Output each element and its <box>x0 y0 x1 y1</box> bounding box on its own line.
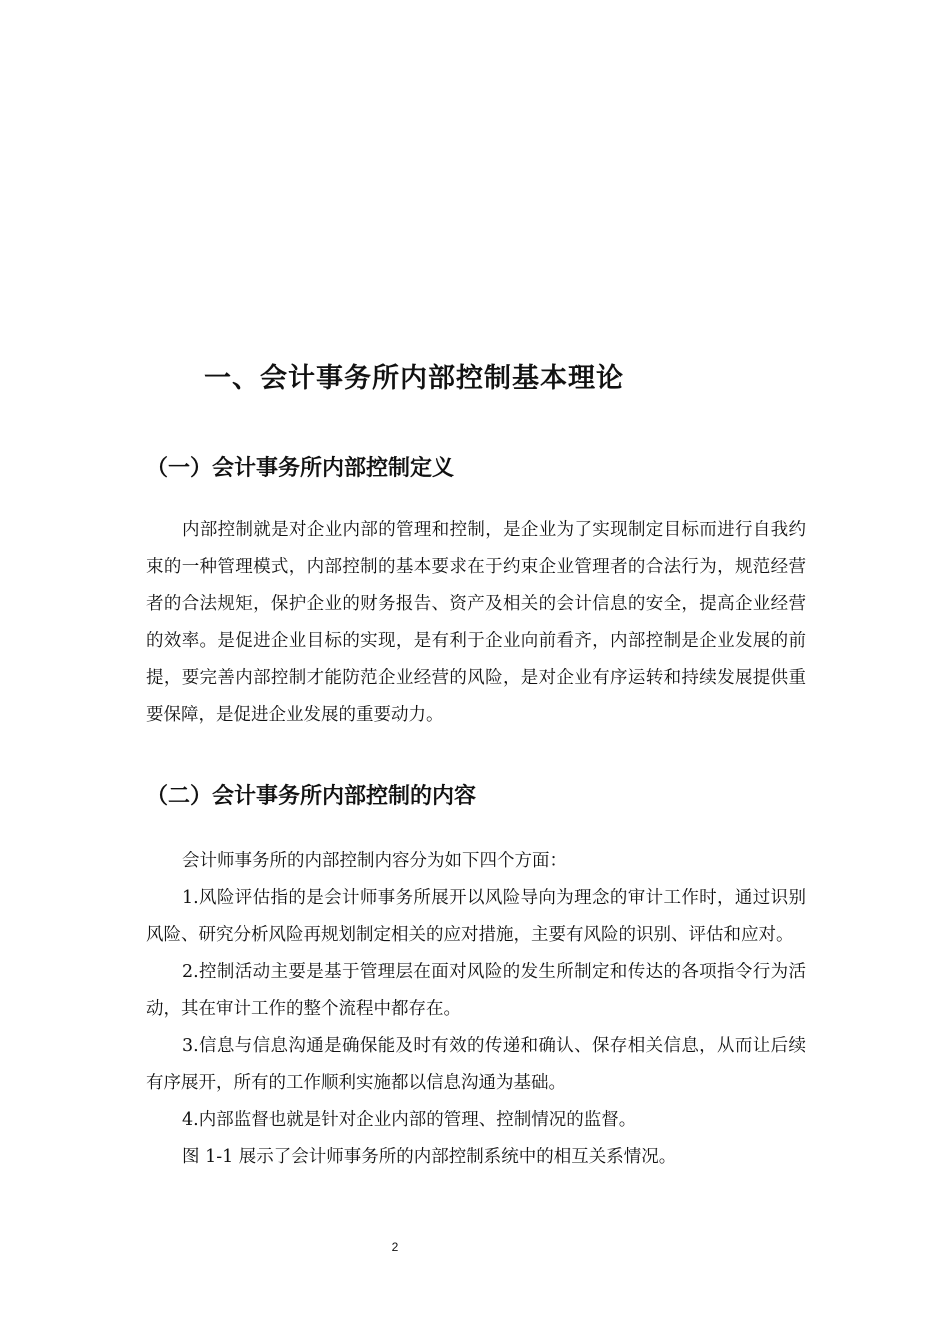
list-item: 1.风险评估指的是会计师事务所展开以风险导向为理念的审计工作时，通过识别风险、研究分析风险再规划制定相关的应对措施，主要有风险的识别、评估和应对。 <box>146 888 806 945</box>
section-definition-body <box>146 512 806 734</box>
section-content-body <box>146 843 806 1176</box>
paragraph: 会计师事务所的内部控制内容分为如下四个方面： <box>182 851 567 871</box>
section-title-definition: （一）会计事务所内部控制定义 <box>146 456 455 481</box>
list-item: 3.信息与信息沟通是确保能及时有效的传递和确认、保存相关信息，从而让后续有序展开，所有的工作顺利实施都以信息沟通为基础。 <box>146 1036 806 1093</box>
page-number: 2 <box>391 1240 399 1254</box>
list-item: 4.内部监督也就是针对企业内部的管理、控制情况的监督。 <box>182 1110 637 1130</box>
paragraph: 内部控制就是对企业内部的管理和控制，是企业为了实现制定目标而进行自我约束的一种管理模式，内部控制的基本要求在于约束企业管理者的合法行为，规范经营者的合法规矩，保护企业的财务报告、资产及相关的会计信息的安全，提高企业经营的效率。是促进企业目标的实现，是有利于企业向前看齐，内部控制是企业发展的前提，要完善内部控制才能防范企业经营的风险，是对企业有序运转和持续发展提供重要保障，是促进企业发展的重要动力。 <box>146 520 806 725</box>
section-title-content: （二）会计事务所内部控制的内容 <box>146 784 477 809</box>
figure-reference: 图 1-1 展示了会计师事务所的内部控制系统中的相互关系情况。 <box>182 1147 677 1167</box>
chapter-title: 一、会计事务所内部控制基本理论 <box>204 363 624 394</box>
list-item: 2.控制活动主要是基于管理层在面对风险的发生所制定和传达的各项指令行为活动，其在审计工作的整个流程中都存在。 <box>146 962 806 1019</box>
